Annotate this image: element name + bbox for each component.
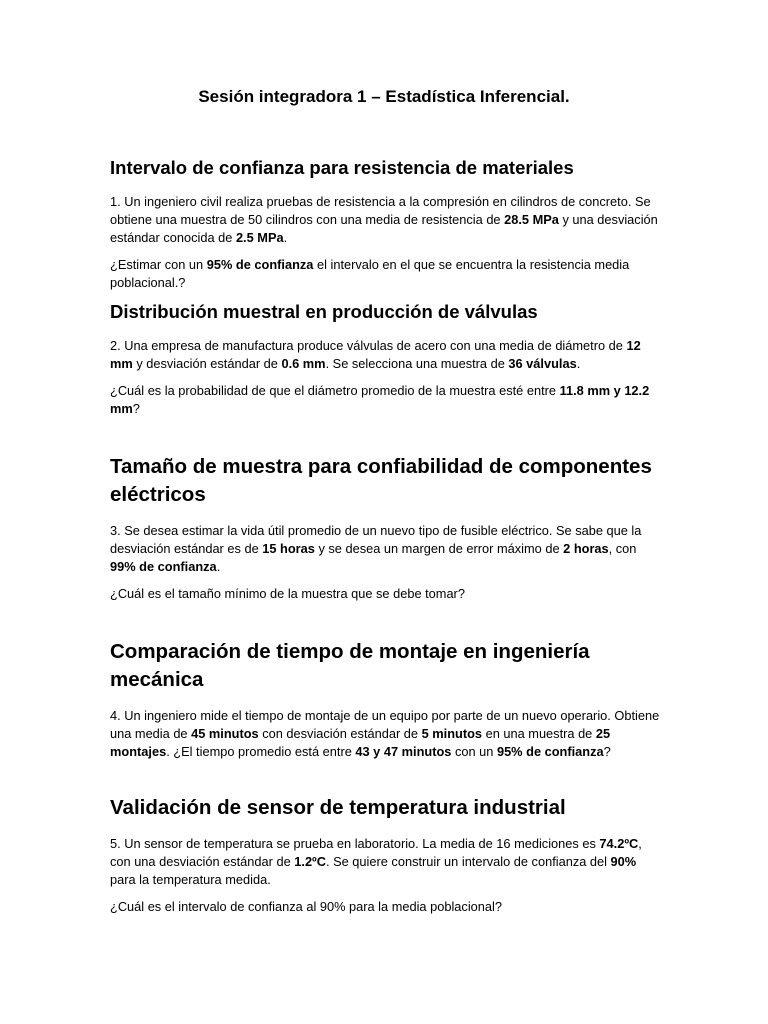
text-run: 1. Un ingeniero civil realiza pruebas de resistencia a la compresión en cilindros de concreto. Se obtiene una muestra de 50 cilindros con una media de resistencia de <box>110 194 651 227</box>
emphasized-text: 2.5 MPa <box>235 230 284 245</box>
text-run: 4. Un ingeniero mide el tiempo de montaje de un equipo por parte de un nuevo operario. Obtiene una media de <box>110 708 660 741</box>
text-run: . <box>576 356 581 371</box>
emphasized-text: 74.2ºC <box>599 836 639 851</box>
text-run: el intervalo en el que se encuentra la resistencia media poblacional.? <box>110 257 630 290</box>
text-run: 2. Una empresa de manufactura produce válvulas de acero con una media de diámetro de <box>110 338 627 353</box>
text-run: ¿Cuál es el intervalo de confianza al 90% para la media poblacional? <box>110 899 502 914</box>
emphasized-text: 5 minutos <box>421 726 483 741</box>
paragraph <box>110 337 662 373</box>
paragraph <box>110 898 662 916</box>
text-run: con un <box>451 744 497 759</box>
text-run: 5. Un sensor de temperatura se prueba en laboratorio. La media de 16 mediciones es <box>110 836 600 851</box>
emphasized-text: 36 válvulas <box>508 356 577 371</box>
paragraph <box>110 193 662 247</box>
section-heading: Tamaño de muestra para confiabilidad de componentes eléctricos <box>110 455 652 506</box>
emphasized-text: 1.2ºC <box>294 854 326 869</box>
paragraph <box>110 585 662 603</box>
paragraph <box>110 256 662 292</box>
emphasized-text: 45 minutos <box>191 726 259 741</box>
section-heading: Distribución muestral en producción de válvulas <box>110 301 538 322</box>
emphasized-text: 90% <box>610 854 637 869</box>
text-run: . <box>216 559 221 574</box>
text-run: 3. Se desea estimar la vida útil promedio de un nuevo tipo de fusible eléctrico. Se sabe que la desviación estándar es de <box>110 523 642 556</box>
emphasized-text: 0.6 mm <box>281 356 326 371</box>
text-run: y se desea un margen de error máximo de <box>314 541 564 556</box>
text-run: ? <box>603 744 611 759</box>
section-4 <box>110 638 662 770</box>
text-run: , con una desviación estándar de <box>110 836 642 869</box>
text-run: en una muestra de <box>482 726 596 741</box>
paragraph <box>110 707 662 761</box>
text-run: . Se selecciona una muestra de <box>325 356 509 371</box>
text-run: y una desviación estándar conocida de <box>110 212 658 245</box>
text-run: para la temperatura medida. <box>110 872 271 887</box>
section-heading: Comparación de tiempo de montaje en ingeniería mecánica <box>110 640 590 691</box>
emphasized-text: 28.5 MPa <box>504 212 559 227</box>
text-run: con desviación estándar de <box>258 726 422 741</box>
emphasized-text: 11.8 mm y 12.2 mm <box>110 383 650 416</box>
text-run: . Se quiere construir un intervalo de confianza del <box>325 854 611 869</box>
text-run: . <box>283 230 288 245</box>
text-run: ¿Cuál es el tamaño mínimo de la muestra que se debe tomar? <box>110 586 465 601</box>
section-5 <box>110 794 662 925</box>
emphasized-text: 25 montajes <box>110 726 611 759</box>
emphasized-text: 2 horas <box>563 541 609 556</box>
emphasized-text: 43 y 47 minutos <box>355 744 452 759</box>
emphasized-text: 95% de confianza <box>206 257 314 272</box>
emphasized-text: 12 mm <box>110 338 641 371</box>
paragraph <box>110 522 662 576</box>
section-1 <box>110 156 662 301</box>
emphasized-text: 15 horas <box>262 541 315 556</box>
section-heading: Validación de sensor de temperatura industrial <box>110 796 566 819</box>
text-run: ¿Estimar con un <box>110 257 207 272</box>
text-run: , con <box>608 541 637 556</box>
paragraph <box>110 382 662 418</box>
text-run: . ¿El tiempo promedio está entre <box>166 744 356 759</box>
paragraph <box>110 835 662 889</box>
text-run: ? <box>132 401 140 416</box>
text-run: y desviación estándar de <box>132 356 282 371</box>
section-3 <box>110 453 662 612</box>
document-title: Sesión integradora 1 – Estadística Inferencial. <box>198 87 570 106</box>
section-2 <box>110 300 662 427</box>
text-run: ¿Cuál es la probabilidad de que el diámetro promedio de la muestra esté entre <box>110 383 560 398</box>
section-heading: Intervalo de confianza para resistencia de materiales <box>110 157 574 178</box>
emphasized-text: 95% de confianza <box>496 744 604 759</box>
emphasized-text: 99% de confianza <box>110 559 217 574</box>
